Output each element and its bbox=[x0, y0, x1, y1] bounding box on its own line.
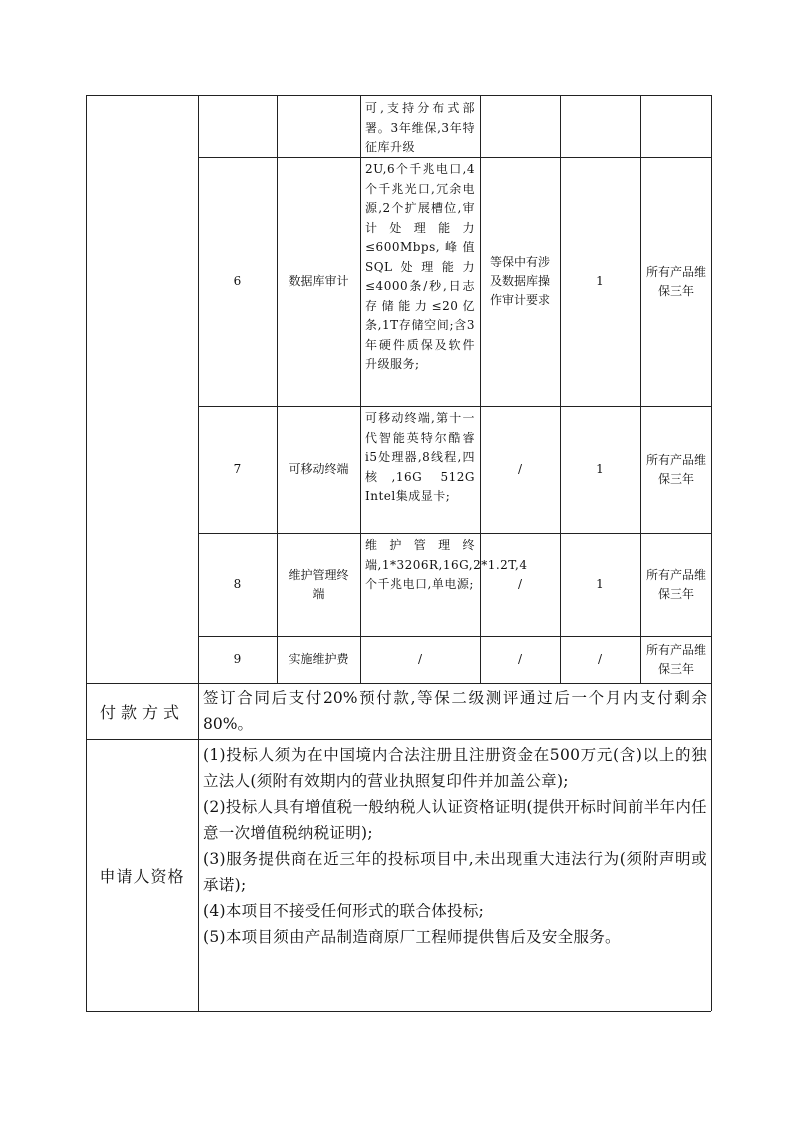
spec-cell: / bbox=[417, 652, 423, 666]
row-number: 6 bbox=[233, 274, 242, 288]
quantity-cell: 1 bbox=[596, 462, 604, 476]
qualification-item: (3)服务提供商在近三年的投标项目中,未出现重大违法行为(须附声明或承诺); bbox=[203, 850, 707, 894]
quantity-cell: / bbox=[597, 652, 603, 666]
qualification-item: (2)投标人具有增值税一般纳税人认证资格证明(提供开标时间前半年内任意一次增值税纳税证明); bbox=[203, 798, 707, 842]
remark-cell: 所有产品维保三年 bbox=[645, 264, 706, 298]
spec-cell: 维护管理终端,1*3206R,16G,2*1.2T,4个千兆电口,单电源; bbox=[365, 538, 528, 591]
qualification-list bbox=[203, 742, 707, 950]
product-name: 实施维护费 bbox=[288, 652, 349, 666]
row-number: 8 bbox=[233, 577, 242, 591]
remark-cell: 所有产品维保三年 bbox=[645, 452, 706, 486]
quantity-cell: 1 bbox=[596, 274, 604, 288]
payment-text: 签订合同后支付20%预付款,等保二级测评通过后一个月内支付剩余80%。 bbox=[203, 689, 707, 733]
requirement-cell: / bbox=[517, 652, 523, 666]
row-number: 7 bbox=[233, 462, 242, 476]
qualification-item: (4)本项目不接受任何形式的联合体投标; bbox=[203, 902, 485, 920]
remark-cell: 所有产品维保三年 bbox=[645, 642, 706, 676]
remark-cell: 所有产品维保三年 bbox=[645, 567, 706, 601]
spec-cell: 可移动终端,第十一代智能英特尔酷睿i5处理器,8线程,四核,16G 512G Intel集成显卡; bbox=[365, 411, 475, 503]
requirement-cell: 等保中有涉及数据库操作审计要求 bbox=[489, 255, 550, 307]
qualification-label: 申请人资格 bbox=[99, 866, 185, 886]
payment-label: 付款方式 bbox=[99, 702, 184, 722]
product-name: 维护管理终端 bbox=[288, 567, 349, 601]
requirement-cell: / bbox=[517, 462, 523, 476]
requirement-cell: / bbox=[517, 577, 523, 591]
product-name: 数据库审计 bbox=[288, 274, 349, 288]
row-number: 9 bbox=[233, 652, 242, 666]
spec-cell: 可,支持分布式部署。3年维保,3年特征库升级 bbox=[365, 101, 475, 154]
quantity-cell: 1 bbox=[596, 577, 604, 591]
product-name: 可移动终端 bbox=[288, 462, 349, 476]
spec-cell: 2U,6个千兆电口,4个千兆光口,冗余电源,2个扩展槽位,审计处理能力≤600Mbps,峰值SQL处理能力≤4000条/秒,日志存储能力≤20亿条,1T存储空间;含3年硬件质保及软件升级服务; bbox=[365, 162, 475, 371]
qualification-item: (5)本项目须由产品制造商原厂工程师提供售后及安全服务。 bbox=[203, 928, 621, 946]
qualification-item: (1)投标人须为在中国境内合法注册且注册资金在500万元(含)以上的独立法人(须附有效期内的营业执照复印件并加盖公章); bbox=[203, 746, 707, 790]
